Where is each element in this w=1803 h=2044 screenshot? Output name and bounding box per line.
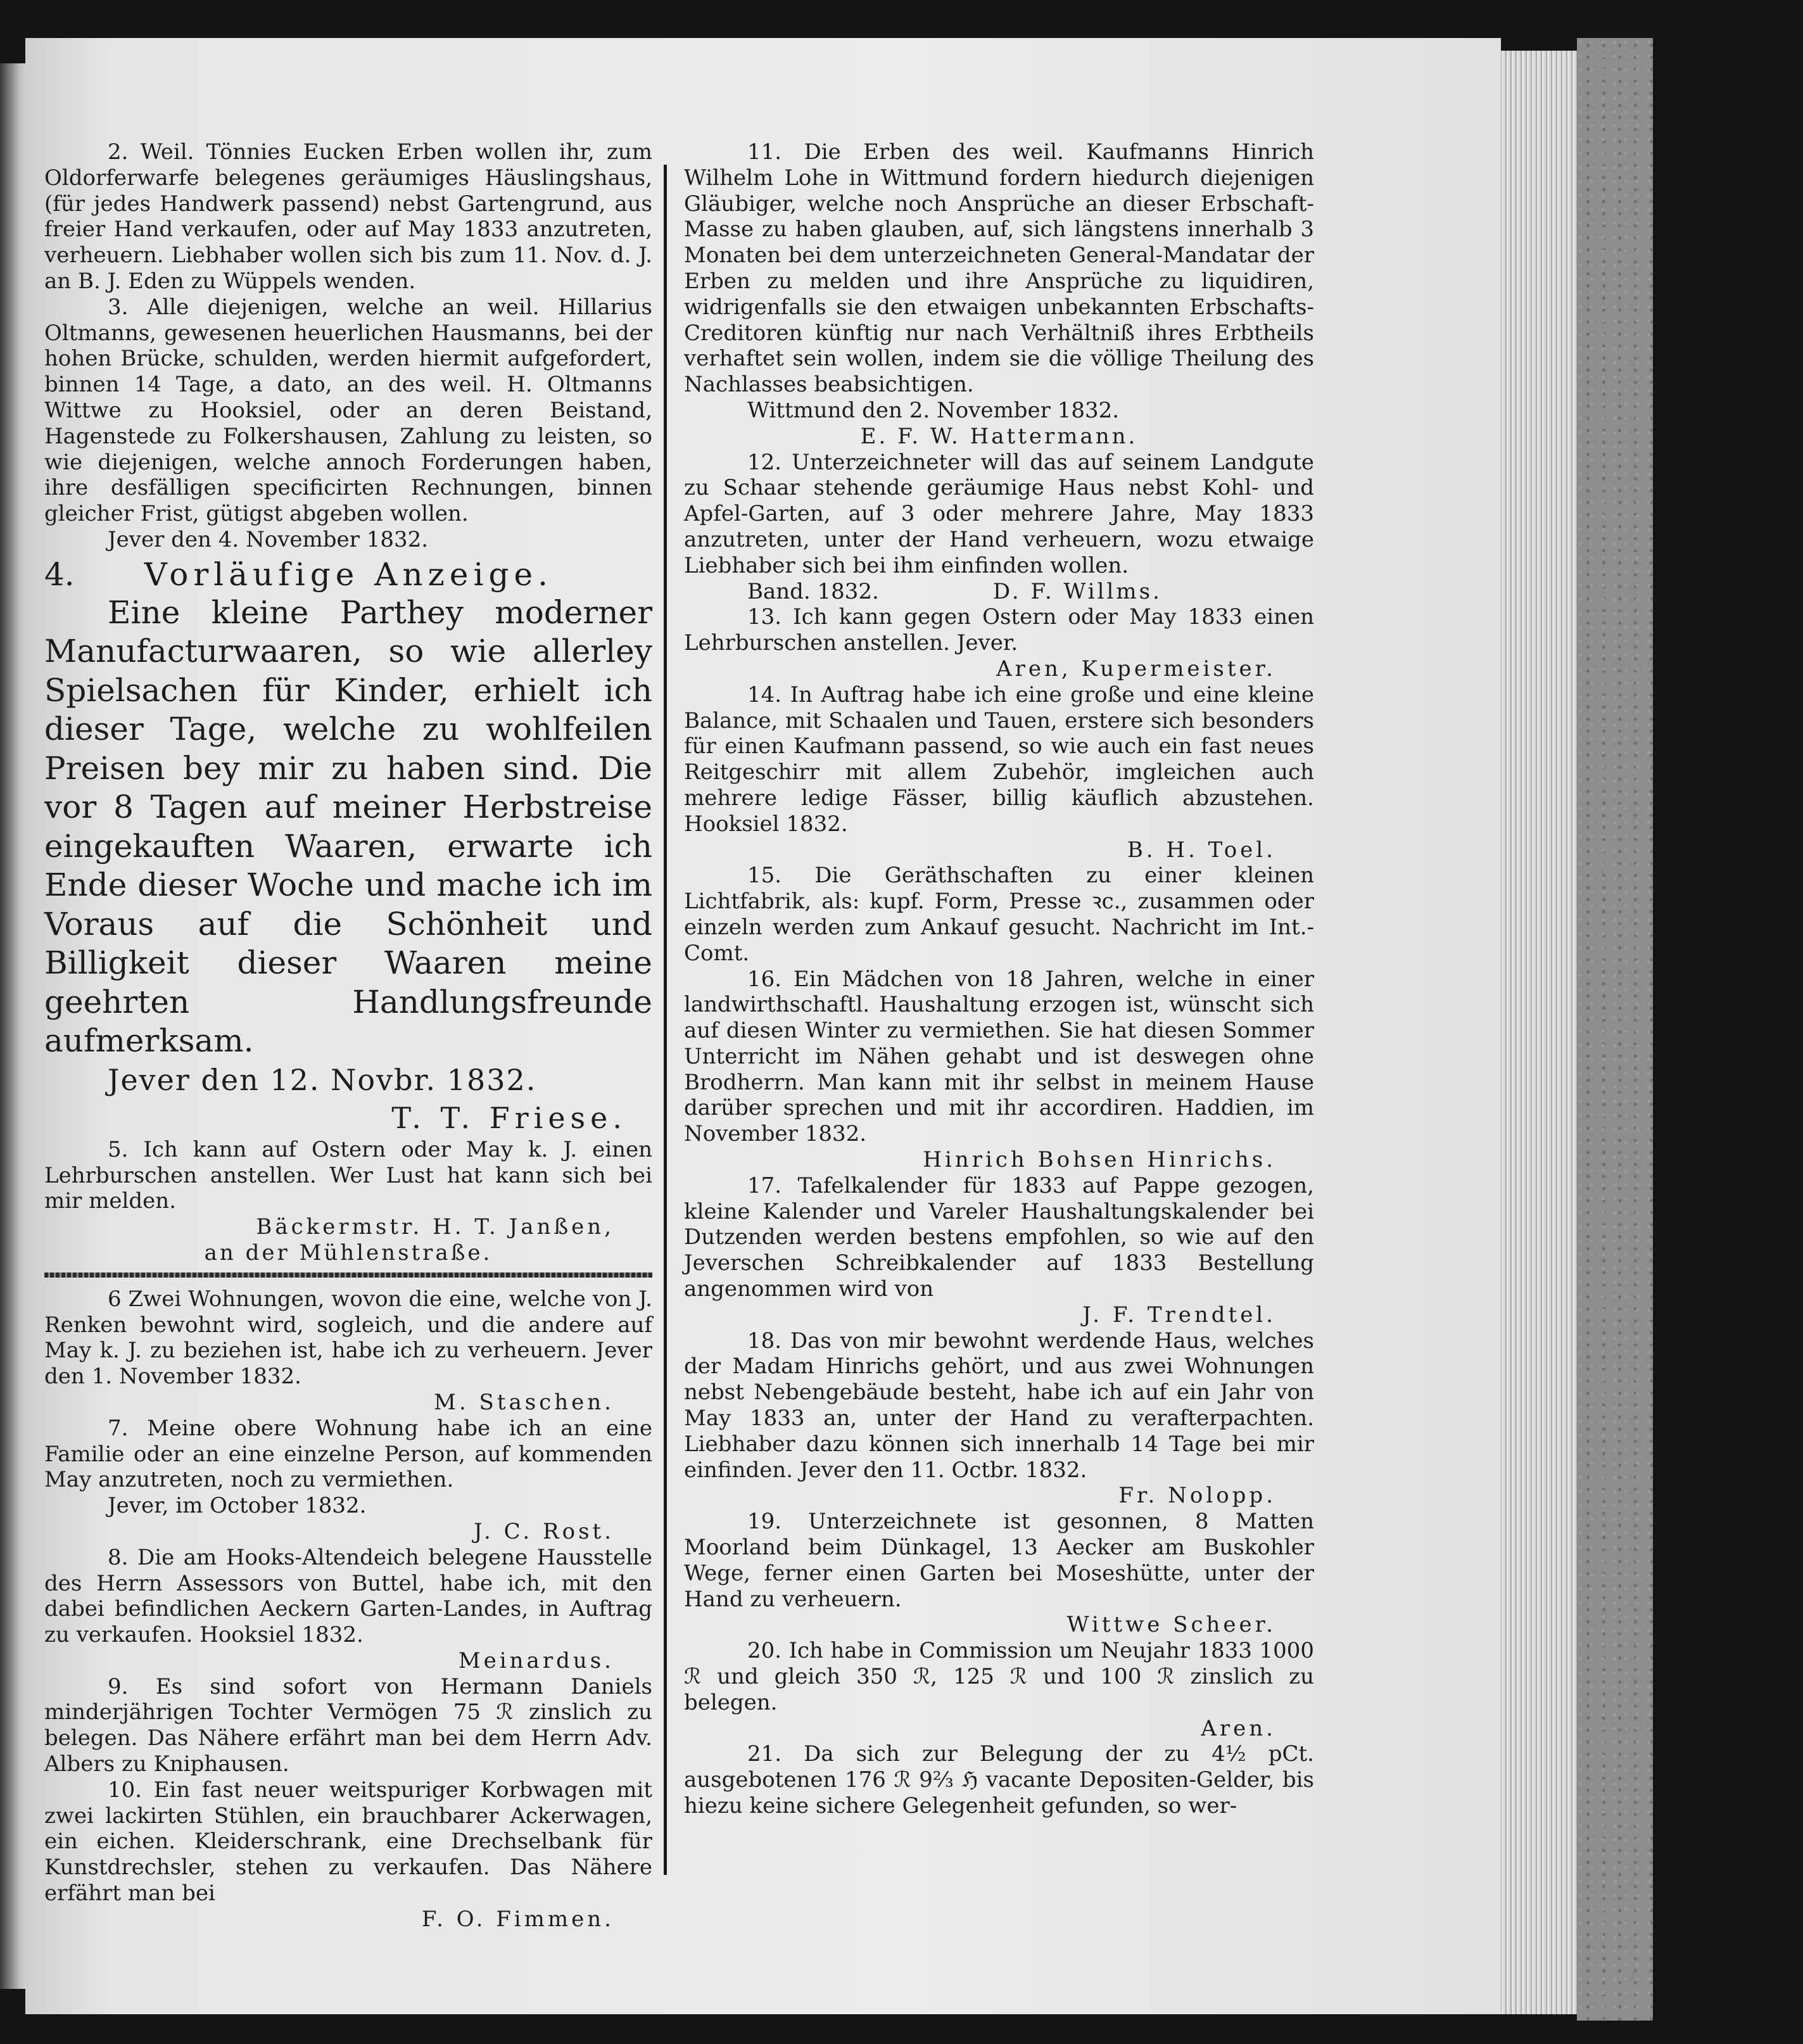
- ad-11-date: Wittmund den 2. November 1832.: [747, 397, 1120, 423]
- ad-17: 17. Tafelkalender für 1833 auf Pappe gezogen, kleine Kalender und Vareler Haushaltungskalender bei Dutzenden werden bestens empfohlen, so wie auf den Jeverschen Schreibkalender auf 1833 Bestellung angenommen wird von: [684, 1172, 1314, 1302]
- ad-17-signature: J. F. Trendtel.: [1082, 1302, 1276, 1328]
- ad-7-date: Jever, im October 1832.: [108, 1493, 367, 1519]
- ad-20-signature: Aren.: [1201, 1715, 1276, 1741]
- ad-16-signature: Hinrich Bohsen Hinrichs.: [923, 1147, 1276, 1173]
- ad-19: 19. Unterzeichnete ist gesonnen, 8 Matten Moorland beim Dünkagel, 13 Aecker am Buskohler Wege, ferner einen Garten bei Moseshütte, unter der Hand zu verheuern.: [684, 1509, 1314, 1612]
- ad-14-signature: B. H. Toel.: [1127, 837, 1276, 863]
- section-divider: [44, 1273, 652, 1278]
- previous-page-edge: [0, 63, 28, 1989]
- column-rule: [664, 165, 667, 1875]
- ad-10: 10. Ein fast neuer weitspuriger Korbwagen mit zwei lackirten Stühlen, ein brauchbarer Ackerwagen, ein eichen. Kleiderschrank, eine Drechselbank für Kunstdrechsler, stehen zu verkaufen. Das Nähere erfährt man bei: [44, 1777, 652, 1907]
- ad-7: 7. Meine obere Wohnung habe ich an eine Familie oder an eine einzelne Person, auf kommenden May anzutreten, noch zu vermiethen.: [44, 1415, 652, 1493]
- right-column: [684, 139, 1314, 1819]
- ad-4-title: 4. Vorläufige Anzeige.: [44, 555, 553, 593]
- ad-16: 16. Ein Mädchen von 18 Jahren, welche in einer landwirthschaftl. Haushaltung erzogen ist, wünscht sich auf diesen Winter zu vermiethen. Sie hat diesen Sommer Unterricht im Nähen gehabt und ist deswegen ohne Brodherrn. Man kann mit ihr selbst in meinem Hause darüber sprechen und mit ihr accordiren. Haddien, im November 1832.: [684, 966, 1314, 1147]
- ad-7-signature: J. C. Rost.: [473, 1518, 614, 1544]
- ad-6: 6 Zwei Wohnungen, wovon die eine, welche von J. Renken bewohnt wird, sogleich, und die andere auf May k. J. zu beziehen ist, habe ich zu verheuern. Jever den 1. November 1832.: [44, 1286, 652, 1390]
- ad-15: 15. Die Geräthschaften zu einer kleinen Lichtfabrik, als: kupf. Form, Presse ꝛc., zusammen oder einzeln werden zum Ankauf gesucht. Nachricht im Int.-Comt.: [684, 863, 1314, 966]
- ad-2: 2. Weil. Tönnies Eucken Erben wollen ihr, zum Oldorferwarfe belegenes geräumiges Häuslingshaus, (für jedes Handwerk passend) nebst Gartengrund, aus freier Hand verkaufen, oder auf May 1833 anzutreten, verheuern. Liebhaber wollen sich bis zum 11. Nov. d. J. an B. J. Eden zu Wüppels wenden.: [44, 139, 653, 294]
- ad-8-signature: Meinardus.: [458, 1647, 614, 1673]
- left-column: [44, 139, 652, 1933]
- ad-12: 12. Unterzeichneter will das auf seinem Landgute zu Schaar stehende geräumige Haus nebst Kohl- und Apfel-Garten, auf 3 oder mehrere Jahre, May 1833 anzutreten, unter der Hand verheuern, wozu etwaige Liebhaber sich bei ihm einfinden wollen.: [684, 449, 1314, 578]
- newspaper-page: [25, 38, 1501, 2014]
- ad-11-signature: E. F. W. Hattermann.: [860, 423, 1138, 449]
- ad-18-signature: Fr. Nolopp.: [1118, 1483, 1276, 1509]
- ad-20: 20. Ich habe in Commission um Neujahr 1833 1000 ℛ und gleich 350 ℛ, 125 ℛ und 100 ℛ zinslich zu belegen.: [684, 1638, 1315, 1715]
- ad-3: 3. Alle diejenigen, welche an weil. Hillarius Oltmanns, gewesenen heuerlichen Hausmanns, bei der hohen Brücke, schulden, werden hiermit aufgefordert, binnen 14 Tage, a dato, an des weil. H. Oltmanns Wittwe zu Hooksiel, oder an deren Beistand, Hagenstede zu Folkershausen, Zahlung zu leisten, so wie diejenigen, welche annoch Forderungen haben, ihre desfälligen specificirten Rechnungen, binnen gleicher Frist, gütigst abgeben wollen.: [44, 294, 652, 527]
- ad-13-signature: Aren, Kupermeister.: [996, 656, 1276, 682]
- ad-4-date: Jever den 12. Novbr. 1832.: [108, 1062, 537, 1097]
- ad-4-signature: T. T. Friese.: [391, 1100, 627, 1135]
- ad-8: 8. Die am Hooks-Altendeich belegene Hausstelle des Herrn Assessors von Buttel, habe ich, mit den dabei befindlichen Aeckern Garten-Landes, in Auftrag zu verkaufen. Hooksiel 1832.: [44, 1544, 652, 1648]
- ad-19-signature: Wittwe Scheer.: [1066, 1612, 1276, 1638]
- ad-18: 18. Das von mir bewohnt werdende Haus, welches der Madam Hinrichs gehört, und aus zwei Wohnungen nebst Nebengebäude besteht, habe ich auf ein Jahr von May 1833 an, unter der Hand zu verafterpachten. Liebhaber dazu können sich innerhalb 14 Tage bei mir einfinden. Jever den 11. Octbr. 1832.: [684, 1328, 1314, 1483]
- ad-3-date: Jever den 4. November 1832.: [108, 526, 429, 552]
- ad-5: 5. Ich kann auf Ostern oder May k. J. einen Lehrburschen anstellen. Wer Lust hat kann sich bei mir melden.: [44, 1136, 653, 1214]
- ad-4-text: Eine kleine Parthey moderner Manufacturwaaren, so wie allerley Spielsachen für Kinder, erhielt ich dieser Tage, welche zu wohlfeilen Preisen bey mir zu haben sind. Die vor 8 Tagen auf meiner Herbstreise eingekauften Waaren, erwarte ich Ende dieser Woche und mache ich im Voraus auf die Schönheit und Billigkeit dieser Waaren meine geehrten Handlungsfreunde aufmerksam.: [44, 594, 652, 1060]
- ad-12-date: Band. 1832. D. F. Willms.: [747, 578, 1162, 604]
- ad-13: 13. Ich kann gegen Ostern oder May 1833 einen Lehrburschen anstellen. Jever.: [684, 604, 1314, 656]
- ad-5-signature: Bäckermstr. H. T. Janßen,: [256, 1214, 614, 1240]
- ad-5-address: an der Mühlenstraße.: [204, 1240, 493, 1266]
- ad-12-signature: D. F. Willms.: [992, 578, 1162, 604]
- ad-9: 9. Es sind sofort von Hermann Daniels minderjährigen Tochter Vermögen 75 ℛ zinslich zu belegen. Das Nähere erfährt man bei dem Herrn Adv. Albers zu Kniphausen.: [44, 1673, 652, 1777]
- book-cover: [1577, 38, 1653, 2021]
- ad-14: 14. In Auftrag habe ich eine große und eine kleine Balance, mit Schaalen und Tauen, erstere sich besonders für einen Kaufmann passend, so wie auch ein fast neues Reitgeschirr mit allem Zubehör, imgleichen auch mehrere ledige Fässer, billig käuflich abzustehen. Hooksiel 1832.: [684, 682, 1314, 837]
- ad-21: 21. Da sich zur Belegung der zu 4½ pCt. ausgebotenen 176 ℛ 9⅔ ℌ vacante Depositen-Gelder, bis hiezu keine sichere Gelegenheit gefunden, so wer-: [684, 1741, 1314, 1819]
- ad-11: 11. Die Erben des weil. Kaufmanns Hinrich Wilhelm Lohe in Wittmund fordern hiedurch diejenigen Gläubiger, welche noch Ansprüche an dieser Erbschaft-Masse zu haben glauben, auf, sich längstens innerhalb 3 Monaten bei dem unterzeichneten General-Mandatar der Erben zu melden und ihre Ansprüche zu liquidiren, widrigenfalls sie den etwaigen unbekannten Erbschafts-Creditoren künftig nur nach Verhältniß ihres Erbtheils verhaftet sein wollen, indem sie die völlige Theilung des Nachlasses beabsichtigen.: [684, 139, 1315, 398]
- ad-6-signature: M. Staschen.: [434, 1389, 614, 1415]
- ad-10-signature: F. O. Fimmen.: [421, 1906, 614, 1932]
